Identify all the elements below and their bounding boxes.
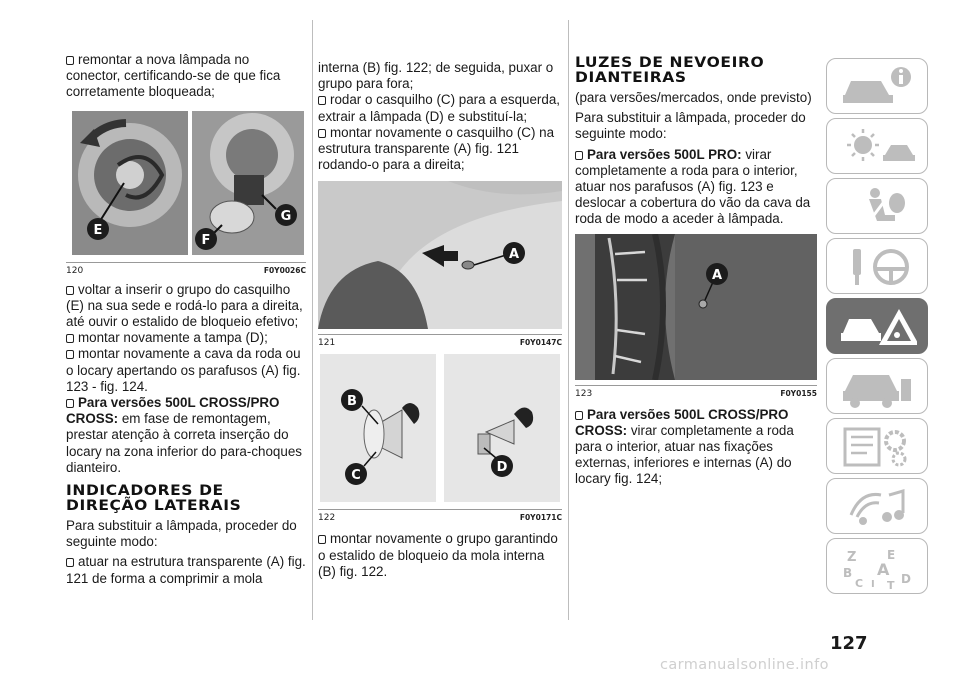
figure-122-caption bbox=[318, 513, 562, 523]
svg-text:T: T bbox=[887, 579, 895, 589]
column-2 bbox=[318, 0, 562, 580]
seat-airbag-icon bbox=[841, 185, 917, 229]
version-label: Para versões 500L CROSS/PRO CROSS: bbox=[66, 395, 280, 427]
section-heading-fog-lights: LUZES DE NEVOEIRO DIANTEIRAS bbox=[575, 54, 765, 85]
tab-multimedia[interactable] bbox=[826, 478, 928, 534]
intro-text: Para substituir a lâmpada, proceder do seguinte modo: bbox=[66, 518, 297, 550]
figure-code: F0Y0147C bbox=[519, 338, 562, 348]
callout-e-label: E bbox=[93, 222, 103, 238]
step-refit-cap: montar novamente a tampa (D); bbox=[66, 330, 306, 346]
step-refit-group: montar novamente o grupo garantindo o estalido de bloqueio da mola interna (B) fig. 122. bbox=[318, 531, 562, 580]
tab-specifications[interactable] bbox=[826, 418, 928, 474]
svg-text:Z: Z bbox=[847, 550, 857, 565]
callout-b-label: B bbox=[347, 394, 357, 410]
car-warning-triangle-icon bbox=[841, 305, 917, 349]
step-rotate-holder: rodar o casquilho (C) para a esquerda, extrair a lâmpada (D) e substituí-la; bbox=[318, 92, 561, 124]
svg-text:B: B bbox=[843, 566, 853, 580]
car-service-icon bbox=[841, 365, 917, 409]
figure-123 bbox=[575, 234, 817, 386]
svg-text:I: I bbox=[871, 579, 875, 589]
callout-c-label: C bbox=[351, 468, 361, 484]
tab-seat-airbag[interactable] bbox=[826, 178, 928, 234]
dashboard-lights-icon bbox=[841, 125, 917, 169]
figure-121 bbox=[318, 181, 562, 335]
version-label: Para versões 500L PRO: bbox=[587, 146, 742, 162]
callout-a-label: A bbox=[711, 267, 723, 283]
tab-dashboard-lights[interactable] bbox=[826, 118, 928, 174]
tab-emergency[interactable] bbox=[826, 298, 928, 354]
specifications-gears-icon bbox=[841, 425, 917, 469]
figure-code: F0Y0026C bbox=[263, 265, 306, 275]
figure-121-caption bbox=[318, 338, 562, 348]
tab-car-service[interactable] bbox=[826, 358, 928, 414]
figure-120 bbox=[66, 105, 306, 263]
continued-text: interna (B) fig. 122; de seguida, puxar o grupo para fora; bbox=[318, 60, 554, 92]
figure-123-caption bbox=[575, 389, 817, 399]
indicator-bulb-illustration bbox=[318, 354, 562, 504]
version-text: virar completamente a roda para o interior, atuar nas fixações externas, inferiores e internas (A) do locary fig. 124; bbox=[575, 422, 794, 487]
tab-key-steering[interactable] bbox=[826, 238, 928, 294]
availability-note: (para versões/mercados, onde previsto) bbox=[575, 90, 812, 105]
step-cross-versions bbox=[66, 395, 306, 476]
page-number: 127 bbox=[830, 633, 868, 654]
callout-f-label: F bbox=[201, 232, 211, 248]
car-fender-illustration bbox=[318, 181, 562, 329]
column-3 bbox=[575, 0, 817, 488]
figure-number: 120 bbox=[66, 265, 84, 276]
tab-index[interactable] bbox=[826, 538, 928, 594]
svg-text:D: D bbox=[901, 572, 911, 586]
step-insert-holder: voltar a inserir o grupo do casquilho (E) na sua sede e rodá-lo para a direita, até ouvir o estalido de bloqueio efetivo; bbox=[66, 282, 306, 331]
version-text: virar completamente a roda para o interior, atuar nos parafusos (A) fig. 123 e deslocar a cobertura do vão da cava da roda de modo a aceder à lâmpada. bbox=[575, 146, 811, 227]
version-label: Para versões 500L CROSS/PRO CROSS: bbox=[575, 406, 789, 438]
alphabetical-index-icon bbox=[841, 545, 917, 589]
key-steering-icon bbox=[841, 245, 917, 289]
step-reinstall-bulb: remontar a nova lâmpada no conector, certificando-se de que fica corretamente bloqueada; bbox=[66, 52, 306, 101]
intro-text: Para substituir a lâmpada, proceder do seguinte modo: bbox=[575, 110, 806, 142]
section-heading-side-indicators: INDICADORES DE DIREÇÃO LATERAIS bbox=[66, 482, 242, 514]
step-refit-holder: montar novamente o casquilho (C) na estrutura transparente (A) fig. 121 rodando-o para a direita; bbox=[318, 125, 562, 174]
callout-d-label: D bbox=[496, 460, 508, 476]
step-refit-wheel-arch: montar novamente a cava da roda ou o locary apertando os parafusos (A) fig. 123 - fig. 124. bbox=[66, 346, 306, 395]
chapter-tabs bbox=[826, 58, 930, 598]
figure-number: 121 bbox=[318, 338, 336, 349]
step-press-lens: atuar na estrutura transparente (A) fig. 121 de forma a comprimir a mola bbox=[66, 554, 306, 586]
figure-code: F0Y0171C bbox=[519, 513, 562, 523]
callout-g-label: G bbox=[280, 208, 292, 224]
multimedia-icon bbox=[841, 485, 917, 529]
column-1 bbox=[66, 0, 306, 587]
figure-code: F0Y0155 bbox=[780, 388, 817, 398]
wheel-arch-illustration bbox=[575, 234, 817, 380]
figure-number: 123 bbox=[575, 388, 593, 399]
svg-text:A: A bbox=[877, 560, 890, 579]
car-info-icon bbox=[841, 65, 917, 109]
svg-text:E: E bbox=[887, 548, 896, 562]
figure-122 bbox=[318, 354, 562, 510]
svg-text:C: C bbox=[855, 577, 864, 589]
version-text: em fase de remontagem, prestar atenção à correta inserção do locary na zona inferior do para-choques dianteiro. bbox=[66, 411, 302, 475]
figure-120-caption bbox=[66, 266, 306, 276]
column-divider bbox=[312, 20, 313, 620]
watermark: carmanualsonline.info bbox=[660, 657, 829, 673]
callout-a-label: A bbox=[508, 247, 520, 263]
step-cross-versions bbox=[575, 407, 817, 488]
bulb-holder-illustration bbox=[66, 105, 306, 257]
column-divider bbox=[568, 20, 569, 620]
tab-car-info[interactable] bbox=[826, 58, 928, 114]
figure-number: 122 bbox=[318, 513, 336, 524]
step-pro-version bbox=[575, 147, 817, 228]
